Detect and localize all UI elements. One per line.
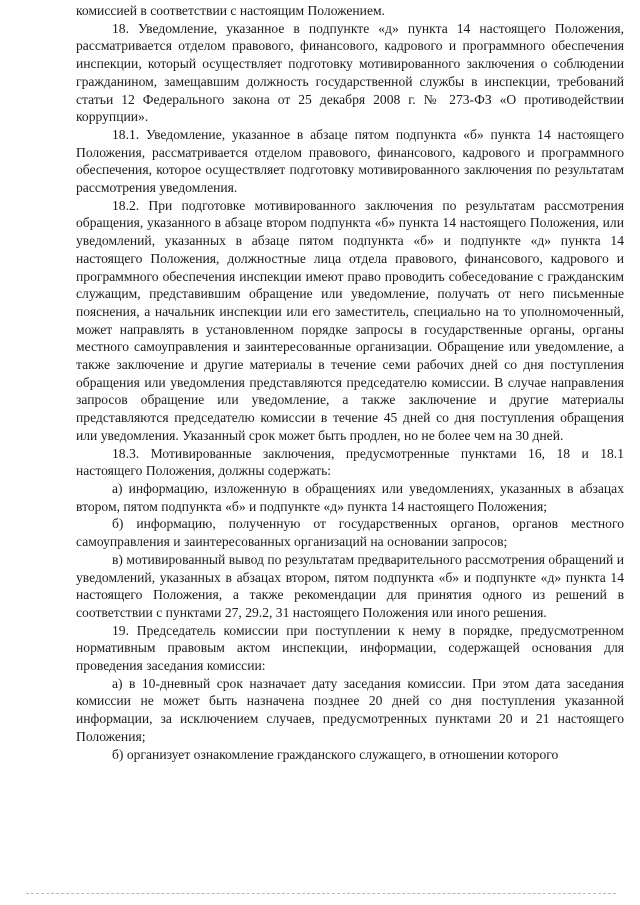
paragraph-19-a: а) в 10-дневный срок назначает дату заседания комиссии. При этом дата заседания комиссии не может быть назначена позднее 20 дней со дня поступления указанной информации, за исключением случаев, предусмотренных пунктами 20 и 21 настоящего Положения;	[76, 675, 624, 744]
paragraph-18-3-a: а) информацию, изложенную в обращениях или уведомлениях, указанных в абзацах втором, пятом подпункта «б» и подпункте «д» пункта 14 настоящего Положения;	[76, 480, 624, 514]
paragraph-18: 18. Уведомление, указанное в подпункте «д» пункта 14 настоящего Положения, рассматривается отделом правового, финансового, кадрового и программного обеспечения инспекции, который осуществляет подготовку мотивированного заключения о соблюдении гражданином, замещавшим должность государственной службы в инспекции, требований статьи 12 Федерального закона от 25 декабря 2008 г. № 273-ФЗ «О противодействии коррупции».	[76, 20, 624, 125]
paragraph-18-1: 18.1. Уведомление, указанное в абзаце пятом подпункта «б» пункта 14 настоящего Положения, рассматривается отделом правового, финансового, кадрового и программного обеспечения, которое осуществляет подготовку мотивированного заключения по результатам рассмотрения уведомления.	[76, 126, 624, 196]
page-bottom-rule	[26, 893, 616, 894]
paragraph-18-3-v: в) мотивированный вывод по результатам предварительного рассмотрения обращений и уведомлений, указанных в абзацах втором, пятом подпункта «б» и подпункте «д» пункта 14 настоящего Положения, а также рекомендации для принятия одного из решений в соответствии с пунктами 27, 29.2, 31 настоящего Положения или иного решения.	[76, 551, 624, 620]
document-body	[76, 2, 624, 763]
paragraph-19: 19. Председатель комиссии при поступлении к нему в порядке, предусмотренном нормативным правовым актом инспекции, информации, содержащей основания для проведения заседания комиссии:	[76, 622, 624, 674]
paragraph-18-3: 18.3. Мотивированные заключения, предусмотренные пунктами 16, 18 и 18.1 настоящего Положения, должны содержать:	[76, 445, 624, 479]
paragraph-18-2: 18.2. При подготовке мотивированного заключения по результатам рассмотрения обращения, указанного в абзаце втором подпункта «б» пункта 14 настоящего Положения, или уведомлений, указанных в абзаце пятом подпункта «б» и подпункте «д» пункта 14 настоящего Положения, должностные лица отдела правового, финансового, кадрового и программного обеспечения инспекции имеют право проводить собеседование с гражданским служащим, представившим обращение или уведомление, получать от него письменные пояснения, а начальник инспекции или его заместитель, специально на то уполномоченный, может направлять в установленном порядке запросы в государственные органы, органы местного самоуправления и заинтересованные организации. Обращение или уведомление, а также заключение и другие материалы в течение семи рабочих дней со дня поступления обращения или уведомления представляются председателю комиссии. В случае направления запросов обращение или уведомление, а также заключение и другие материалы представляются председателю комиссии в течение 45 дней со дня поступления обращения или уведомления. Указанный срок может быть продлен, но не более чем на 30 дней.	[76, 197, 624, 443]
paragraph-19-b: б) организует ознакомление гражданского служащего, в отношении которого	[112, 746, 559, 762]
paragraph-continuation: комиссией в соответствии с настоящим Положением.	[76, 3, 385, 18]
paragraph-18-3-b: б) информацию, полученную от государственных органов, органов местного самоуправления и заинтересованных организаций на основании запросов;	[76, 516, 624, 550]
